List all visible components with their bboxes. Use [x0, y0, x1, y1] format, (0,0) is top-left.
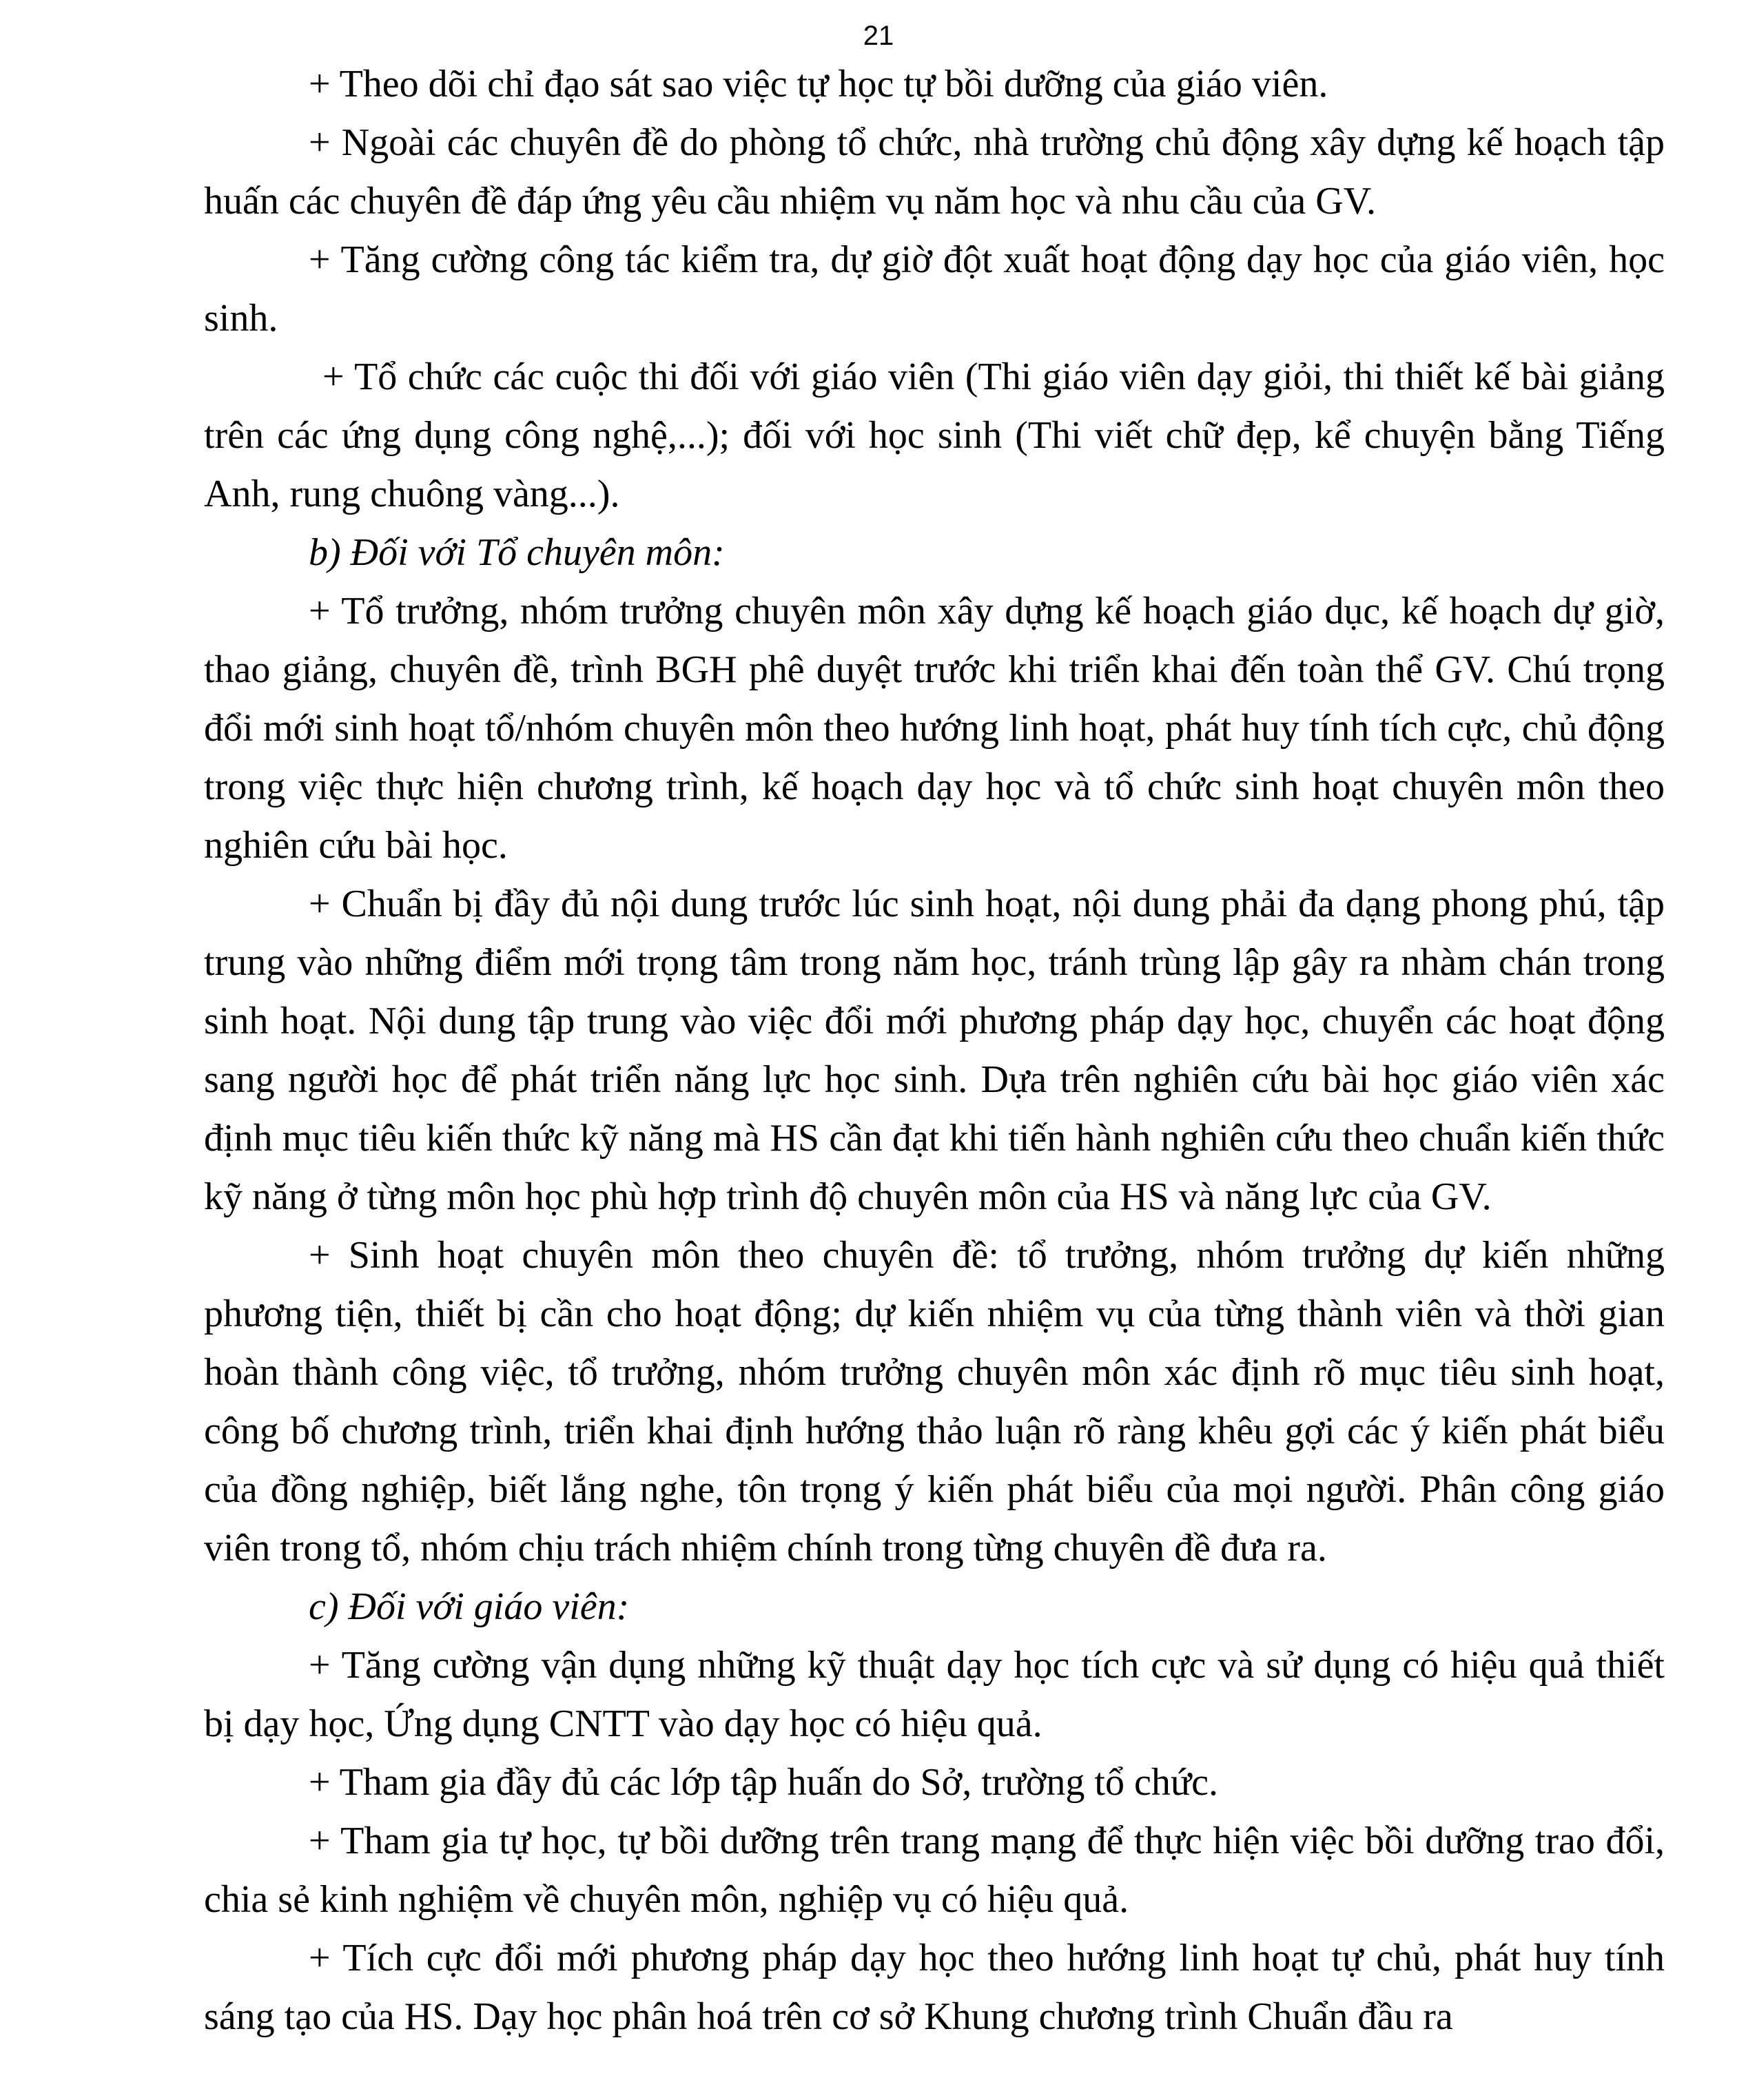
- paragraph-monitor-self-study: + Theo dõi chỉ đạo sát sao việc tự học tự bồi dưỡng của giáo viên.: [309, 63, 1328, 105]
- page-number: 21: [863, 21, 894, 51]
- paragraph-active-techniques: + Tăng cường vận dụng những kỹ thuật dạy học tích cực và sử dụng có hiệu quả thiết bị dạy học, Ứng dụng CNTT vào dạy học có hiệu quả.: [204, 1644, 1665, 1745]
- paragraph-training-classes: + Tham gia đầy đủ các lớp tập huấn do Sở, trường tổ chức.: [309, 1761, 1219, 1804]
- paragraph-competitions: + Tổ chức các cuộc thi đối với giáo viên (Thi giáo viên dạy giỏi, thi thiết kế bài giảng trên các ứng dụng công nghệ,...); đối với học sinh (Thi viết chữ đẹp, kể chuyện bằng Tiếng Anh, rung chuông vàng...).: [204, 356, 1665, 515]
- document-body: [204, 55, 1665, 2046]
- section-heading-c: c) Đối với giáo viên:: [309, 1585, 630, 1628]
- paragraph-online-self-study: + Tham gia tự học, tự bồi dưỡng trên trang mạng để thực hiện việc bồi dưỡng trao đổi, chia sẻ kinh nghiệm về chuyên môn, nghiệp vụ có hiệu quả.: [204, 1820, 1665, 1921]
- paragraph-team-leader-plan: + Tổ trưởng, nhóm trưởng chuyên môn xây dựng kế hoạch giáo dục, kế hoạch dự giờ, thao giảng, chuyên đề, trình BGH phê duyệt trước khi triển khai đến toàn thể GV. Chú trọng đổi mới sinh hoạt tổ/nhóm chuyên môn theo hướng linh hoạt, phát huy tính tích cực, chủ động trong việc thực hiện chương trình, kế hoạch dạy học và tổ chức sinh hoạt chuyên môn theo nghiên cứu bài học.: [204, 590, 1665, 867]
- paragraph-thematic-activities: + Sinh hoạt chuyên môn theo chuyên đề: tổ trưởng, nhóm trưởng dự kiến những phương tiện, thiết bị cần cho hoạt động; dự kiến nhiệm vụ của từng thành viên và thời gian hoàn thành công việc, tổ trưởng, nhóm trưởng chuyên môn xác định rõ mục tiêu sinh hoạt, công bố chương trình, triển khai định hướng thảo luận rõ ràng khêu gợi các ý kiến phát biểu của đồng nghiệp, biết lắng nghe, tôn trọng ý kiến phát biểu của mọi người. Phân công giáo viên trong tổ, nhóm chịu trách nhiệm chính trong từng chuyên đề đưa ra.: [204, 1234, 1665, 1569]
- paragraph-inspection: + Tăng cường công tác kiểm tra, dự giờ đột xuất hoạt động dạy học của giáo viên, học sinh.: [204, 238, 1665, 340]
- paragraph-teaching-innovation: + Tích cực đổi mới phương pháp dạy học theo hướng linh hoạt tự chủ, phát huy tính sáng tạo của HS. Dạy học phân hoá trên cơ sở Khung chương trình Chuẩn đầu ra: [204, 1937, 1665, 2038]
- paragraph-training-plan: + Ngoài các chuyên đề do phòng tổ chức, nhà trường chủ động xây dựng kế hoạch tập huấn các chuyên đề đáp ứng yêu cầu nhiệm vụ năm học và nhu cầu của GV.: [204, 121, 1665, 223]
- paragraph-preparation: + Chuẩn bị đầy đủ nội dung trước lúc sinh hoạt, nội dung phải đa dạng phong phú, tập trung vào những điểm mới trọng tâm trong năm học, tránh trùng lập gây ra nhàm chán trong sinh hoạt. Nội dung tập trung vào việc đổi mới phương pháp dạy học, chuyển các hoạt động sang người học để phát triển năng lực học sinh. Dựa trên nghiên cứu bài học giáo viên xác định mục tiêu kiến thức kỹ năng mà HS cần đạt khi tiến hành nghiên cứu theo chuẩn kiến thức kỹ năng ở từng môn học phù hợp trình độ chuyên môn của HS và năng lực của GV.: [204, 883, 1665, 1218]
- section-heading-b: b) Đối với Tổ chuyên môn:: [309, 531, 725, 574]
